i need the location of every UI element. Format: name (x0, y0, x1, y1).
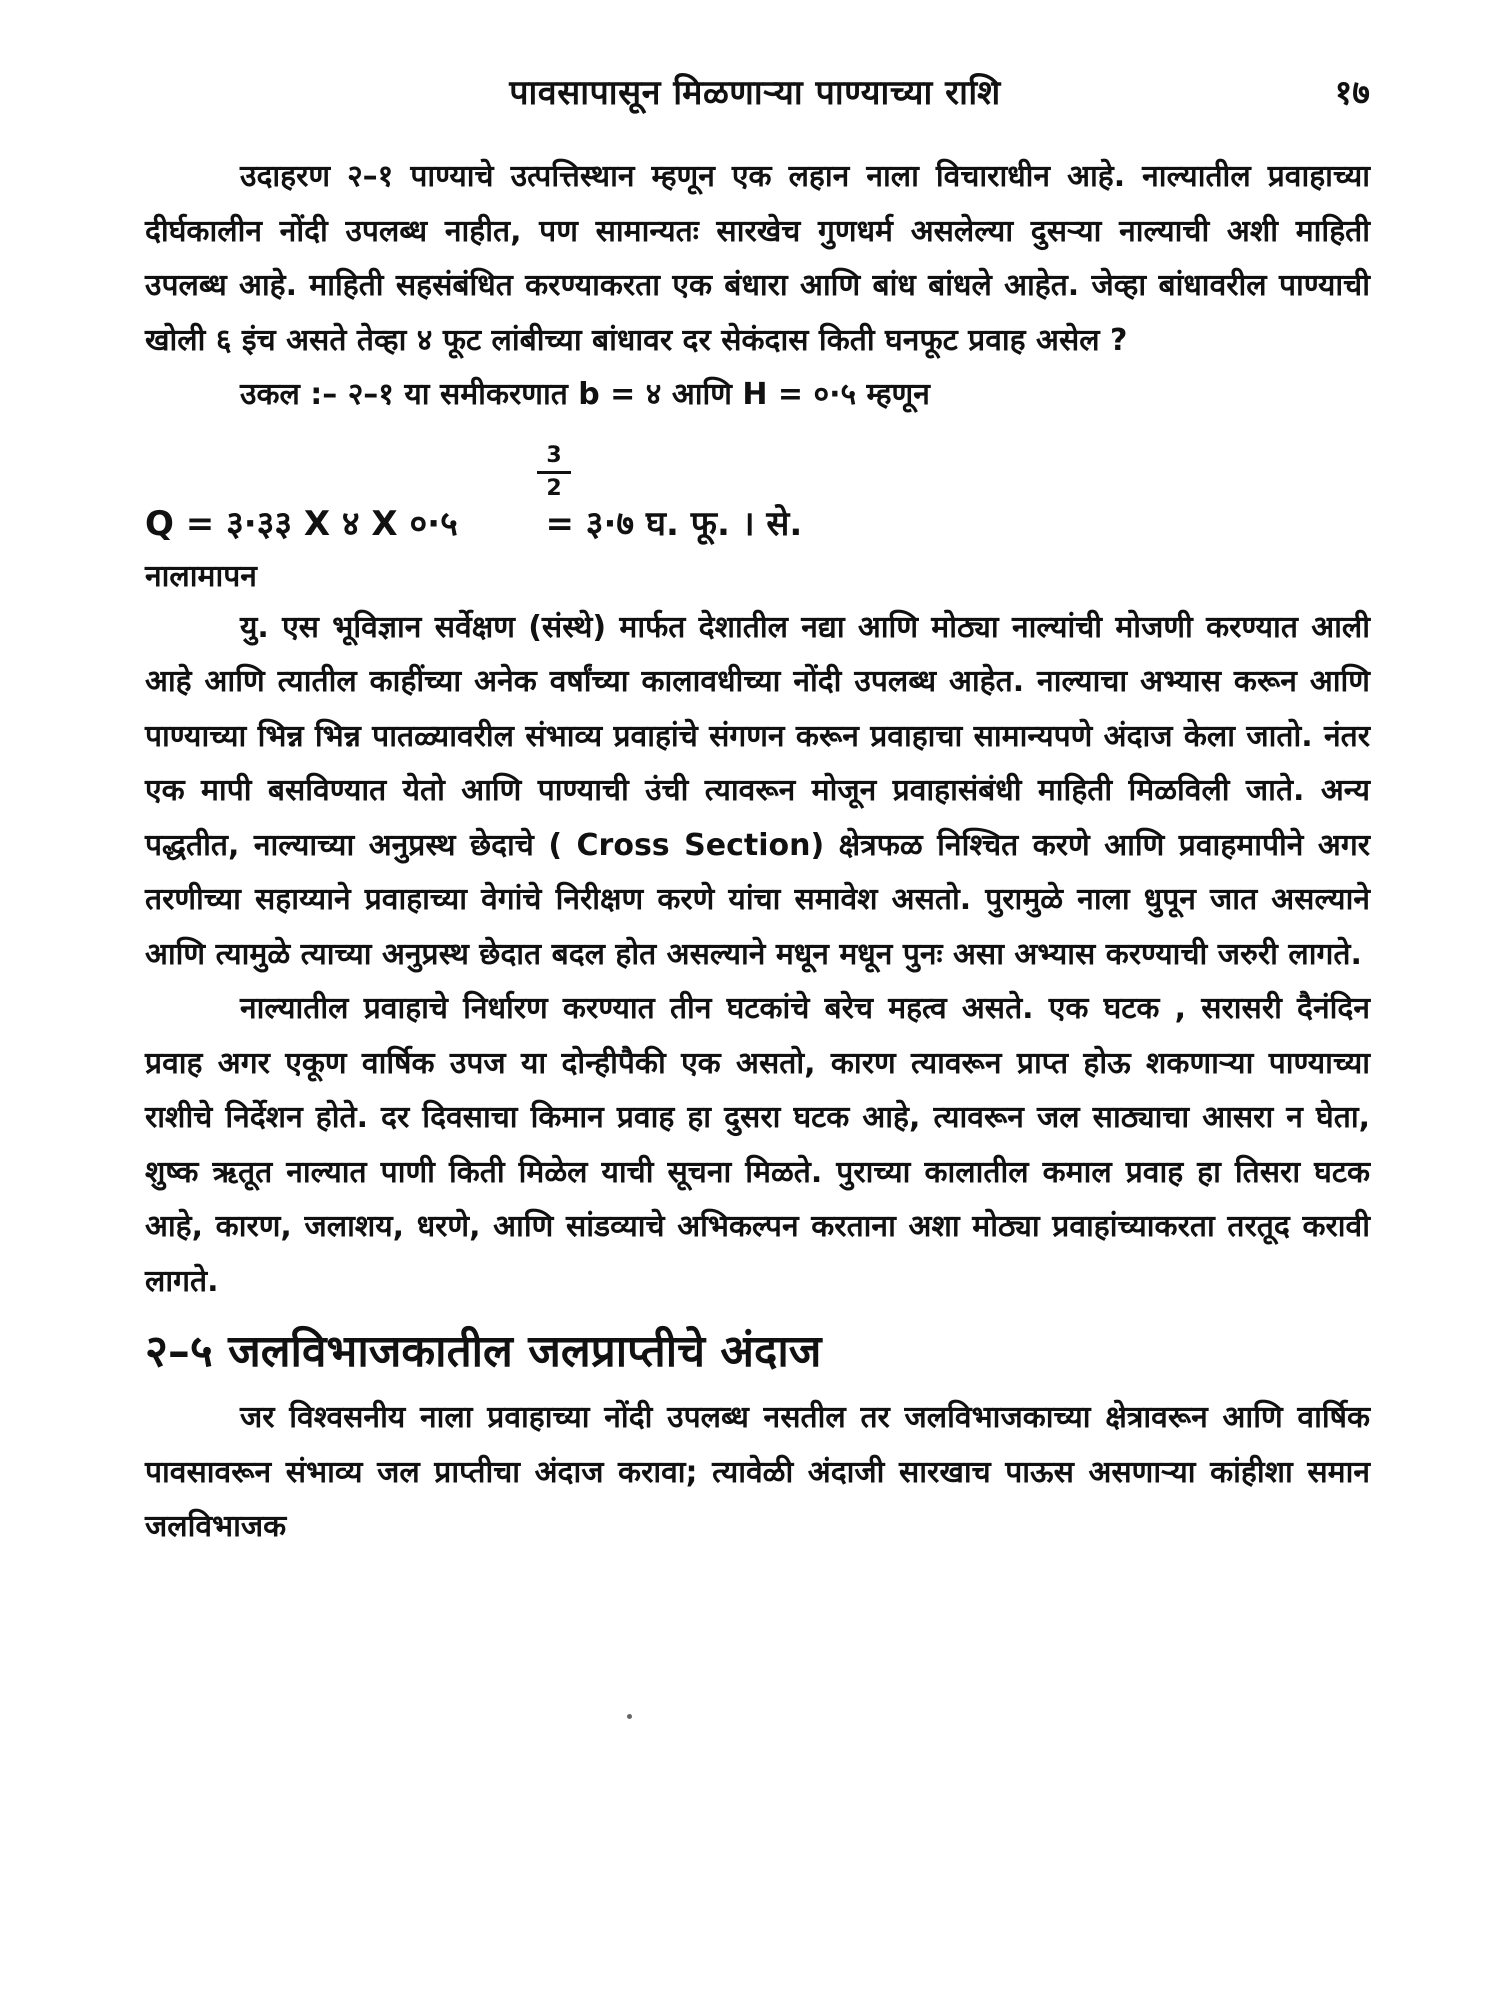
running-header (140, 68, 1370, 128)
equation-lhs: Q = ३·३३ X ४ X ०·५ (145, 503, 458, 544)
equation-line (145, 499, 802, 545)
stream-gauging-heading: नालामापन (145, 558, 257, 594)
exponent-denominator: 2 (546, 475, 562, 501)
stray-mark (627, 1714, 632, 1719)
solution-line: उकल :– २–१ या समीकरणात b = ४ आणि H = ०·५ म्हणून (240, 377, 930, 412)
running-title: पावसापासून मिळणाऱ्या पाण्याच्या राशि (509, 73, 1001, 113)
example-paragraph: उदाहरण २–१ पाण्याचे उत्पत्तिस्थान म्हणून एक लहान नाला विचाराधीन आहे. नाल्यातील प्रवाहाच्या दीर्घकालीन नोंदी उपलब्ध नाहीत, पण सामान्यतः सारखेच गुणधर्म असलेल्या दुसऱ्या नाल्याची अशी माहिती उपलब्ध आहे. माहिती सहसंबंधित करण्याकरता एक बंधारा आणि बांध बांधले आहेत. जेव्हा बांधावरील पाण्याची खोली ६ इंच असते तेव्हा ४ फूट लांबीच्या बांधावर दर सेकंदास किती घनफूट प्रवाह असेल ? (145, 159, 1370, 358)
equation-rhs: = ३·७ घ. फू. । से. (545, 503, 803, 544)
section-heading: २–५ जलविभाजकातील जलप्राप्तीचे अंदाज (145, 1326, 822, 1377)
page-number: १७ (1334, 73, 1370, 113)
stream-gauging-paragraph: यु. एस भूविज्ञान सर्वेक्षण (संस्थे) मार्फत देशातील नद्या आणि मोठ्या नाल्यांची मोजणी करण्यात आली आहे आणि त्यातील काहींच्या अनेक वर्षांच्या कालावधीच्या नोंदी उपलब्ध आहेत. नाल्याचा अभ्यास करून आणि पाण्याच्या भिन्न भिन्न पातळ्यावरील संभाव्य प्रवाहांचे संगणन करून प्रवाहाचा सामान्यपणे अंदाज केला जातो. नंतर एक मापी बसविण्यात येतो आणि पाण्याची उंची त्यावरून मोजून प्रवाहासंबंधी माहिती मिळविली जाते. अन्य पद्धतीत, नाल्याच्या अनुप्रस्थ छेदाचे ( Cross Section) क्षेत्रफळ निश्चित करणे आणि प्रवाहमापीने अगर तरणीच्या सहाय्याने प्रवाहाच्या वेगांचे निरीक्षण करणे यांचा समावेश असतो. पुरामुळे नाला धुपून जात असल्याने आणि त्यामुळे त्याच्या अनुप्रस्थ छेदात बदल होत असल्याने मधून मधून पुनः असा अभ्यास करण्याची जरुरी लागते. (145, 609, 1370, 972)
discharge-equation (145, 443, 1370, 553)
equation-exponent (537, 443, 571, 502)
exponent-numerator: 3 (546, 442, 562, 468)
flow-factors-paragraph: नाल्यातील प्रवाहाचे निर्धारण करण्यात तीन घटकांचे बरेच महत्व असते. एक घटक , सरासरी दैनंदिन प्रवाह अगर एकूण वार्षिक उपज या दोन्हीपैकी एक असतो, कारण त्यावरून प्राप्त होऊ शकणाऱ्या पाण्याच्या राशीचे निर्देशन होते. दर दिवसाचा किमान प्रवाह हा दुसरा घटक आहे, त्यावरून जल साठ्याचा आसरा न घेता, शुष्क ऋतूत नाल्यात पाणी किती मिळेल याची सूचना मिळते. पुराच्या कालातील कमाल प्रवाह हा तिसरा घटक आहे, कारण, जलाशय, धरणे, आणि सांडव्याचे अभिकल्पन करताना अशा मोठ्या प्रवाहांच्याकरता तरतूद करावी लागते. (145, 991, 1370, 1299)
section-paragraph: जर विश्वसनीय नाला प्रवाहाच्या नोंदी उपलब्ध नसतील तर जलविभाजकाच्या क्षेत्रावरून आणि वार्षिक पावसावरून संभाव्य जल प्राप्तीचा अंदाज करावा; त्यावेळी अंदाजी सारखाच पाऊस असणाऱ्या कांहीशा समान जलविभाजक (145, 1400, 1370, 1544)
page-body (145, 150, 1370, 1555)
fraction-bar (537, 471, 571, 474)
